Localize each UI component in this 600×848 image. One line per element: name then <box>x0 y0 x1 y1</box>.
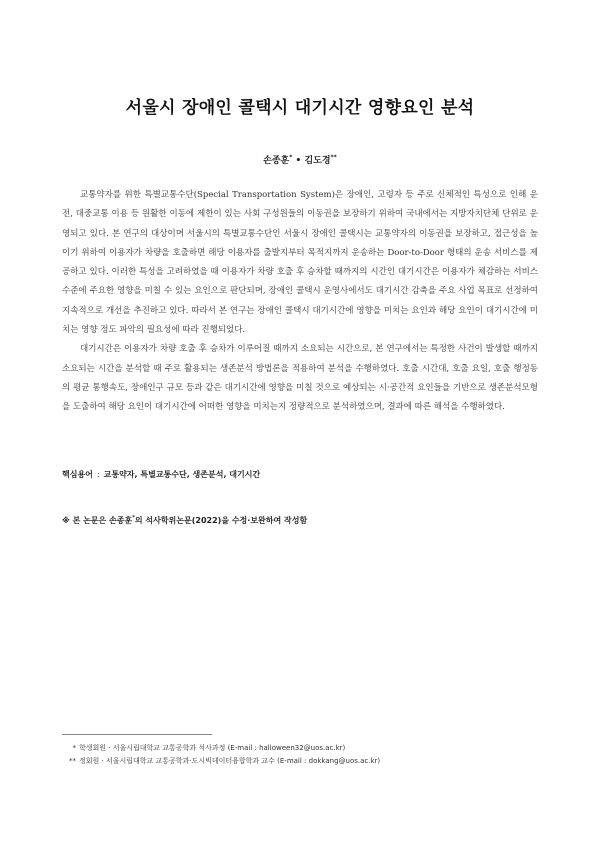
footnote-divider <box>62 734 212 735</box>
keywords-line <box>62 469 260 480</box>
footnote-mark: ** <box>69 757 76 765</box>
thesis-note-mark: * <box>132 515 135 521</box>
footnote-mark: * <box>72 744 76 752</box>
abstract-paragraph: 대기시간은 이용자가 차량 호출 후 승차가 이루어질 때까지 소요되는 시간으로, 본 연구에서는 특정한 사건이 발생할 때까지 소요되는 시간을 분석할 때 주로 활용되는 생존분석 방법론을 적용하여 분석을 수행하였다. 호출 시간대, 호출 요일, 호출 행정동의 평균 통행속도, 장애인구 규모 등과 같은 대기시간에 영향을 미칠 것으로 예상되는 시·공간적 요인들을 기반으로 생존분석모형을 도출하여 해당 요인이 대기시간에 어떠한 영향을 미치는지 정량적으로 분석하였으며, 결과에 따른 해석을 수행하였다. <box>62 344 538 413</box>
thesis-note-suffix: 의 석사학위논문(2022)을 수정·보완하여 작성함 <box>134 516 308 525</box>
thesis-note-prefix: ※ 본 논문은 손종훈 <box>62 516 133 525</box>
author-footnote-mark: * <box>289 154 293 161</box>
thesis-note <box>62 515 307 526</box>
abstract-paragraph: 교통약자를 위한 특별교통수단(Special Transportation System)은 장애인, 고령자 등 주로 신체적인 특성으로 인해 운전, 대중교통 이용 등 원활한 이동에 제한이 있는 사회 구성원들의 이동권을 보장하기 위하여 국내에서는 지방자치단체 단위로 운영되고 있다. 본 연구의 대상이며 서울시의 특별교통수단인 서울시 장애인 콜택시는 교통약자의 이동권을 보장하고, 접근성을 높이기 위하여 이용자가 차량을 호출하면 해당 이용자를 출발지부터 목적지까지 운송하는 Door-to-Door 형태의 운송 서비스를 제공하고 있다. 이러한 특성을 고려하였을 때 이용자가 차량 호출 후 승차할 때까지의 시간인 대기시간은 이용자가 체감하는 서비스 수준에 주요한 영향을 미칠 수 있는 요인으로 판단되며, 장애인 콜택시 운영사에서도 대기시간 감축을 주요 사업 목표로 선정하여 지속적으로 개선을 추진하고 있다. 따라서 본 연구는 장애인 콜택시 대기시간에 영향을 미치는 요인과 해당 요인이 대기시간에 미치는 영향 정도 파악의 필요성에 따라 진행되었다. <box>62 190 538 336</box>
abstract <box>62 186 538 418</box>
footnotes <box>62 742 538 768</box>
footnote-item <box>62 742 538 755</box>
footnote-text: 학생회원 · 서울시립대학교 교통공학과 석사과정 (E-mail : halloween32@uos.ac.kr) <box>79 744 346 752</box>
author-footnote-mark: ** <box>330 154 337 161</box>
footnote-item <box>62 755 538 768</box>
author-separator: • <box>292 156 305 166</box>
author-line <box>0 153 600 166</box>
keywords-label: 핵심용어 <box>62 470 93 479</box>
keywords-separator: : <box>96 470 100 479</box>
footnote-text: 정회원 · 서울시립대학교 교통공학과·도시빅데이터융합학과 교수 (E-mail : dokkang@uos.ac.kr) <box>79 757 381 765</box>
author-name: 김도경 <box>304 156 331 166</box>
author-name: 손종훈 <box>263 156 290 166</box>
keywords-list: 교통약자, 특별교통수단, 생존분석, 대기시간 <box>103 470 261 479</box>
paper-title: 서울시 장애인 콜택시 대기시간 영향요인 분석 <box>125 98 475 118</box>
